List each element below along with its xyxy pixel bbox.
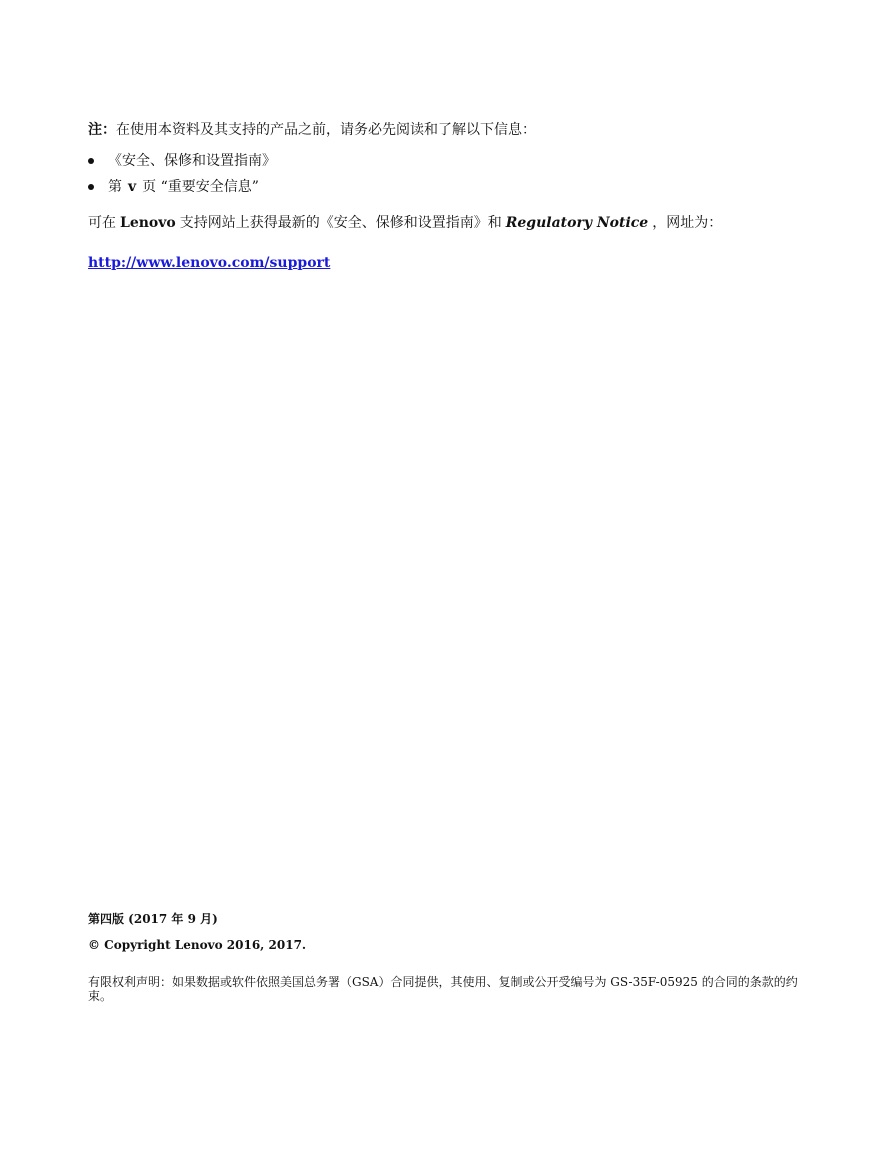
copyright-line: © Copyright Lenovo 2016, 2017. — [88, 938, 307, 952]
availability-text-3: ，网址为： — [652, 215, 723, 231]
availability-text-1: 可在 — [88, 215, 116, 231]
availability-text-2: 支持网站上获得最新的《安全、保修和设置指南》和 — [179, 215, 502, 231]
note-label: 注： — [88, 122, 116, 138]
list-item — [88, 148, 276, 174]
bullet-icon — [88, 184, 94, 190]
bullet-list — [88, 148, 276, 200]
page-number: v — [128, 179, 137, 195]
limited-rights-notice: 有限权利声明：如果数据或软件依照美国总务署（GSA）合同提供，其使用、复制或公开受编号为 GS-35F-05925 的合同的条款的约束。 — [88, 975, 798, 1003]
bullet-suffix: 页 “重要安全信息” — [142, 179, 259, 195]
list-item — [88, 174, 276, 200]
availability-paragraph — [88, 213, 722, 233]
bullet-prefix: 第 — [108, 179, 122, 195]
bullet-icon — [88, 158, 94, 164]
note-paragraph — [88, 120, 536, 140]
brand-name: Lenovo — [120, 215, 176, 231]
edition-line: 第四版 (2017 年 9 月) — [88, 912, 218, 926]
bullet-text: 《安全、保修和设置指南》 — [108, 153, 276, 169]
note-text: 在使用本资料及其支持的产品之前，请务必先阅读和了解以下信息： — [116, 122, 536, 138]
support-link[interactable]: http://www.lenovo.com/support — [88, 255, 331, 271]
regulatory-notice-title: Regulatory Notice — [505, 215, 649, 231]
